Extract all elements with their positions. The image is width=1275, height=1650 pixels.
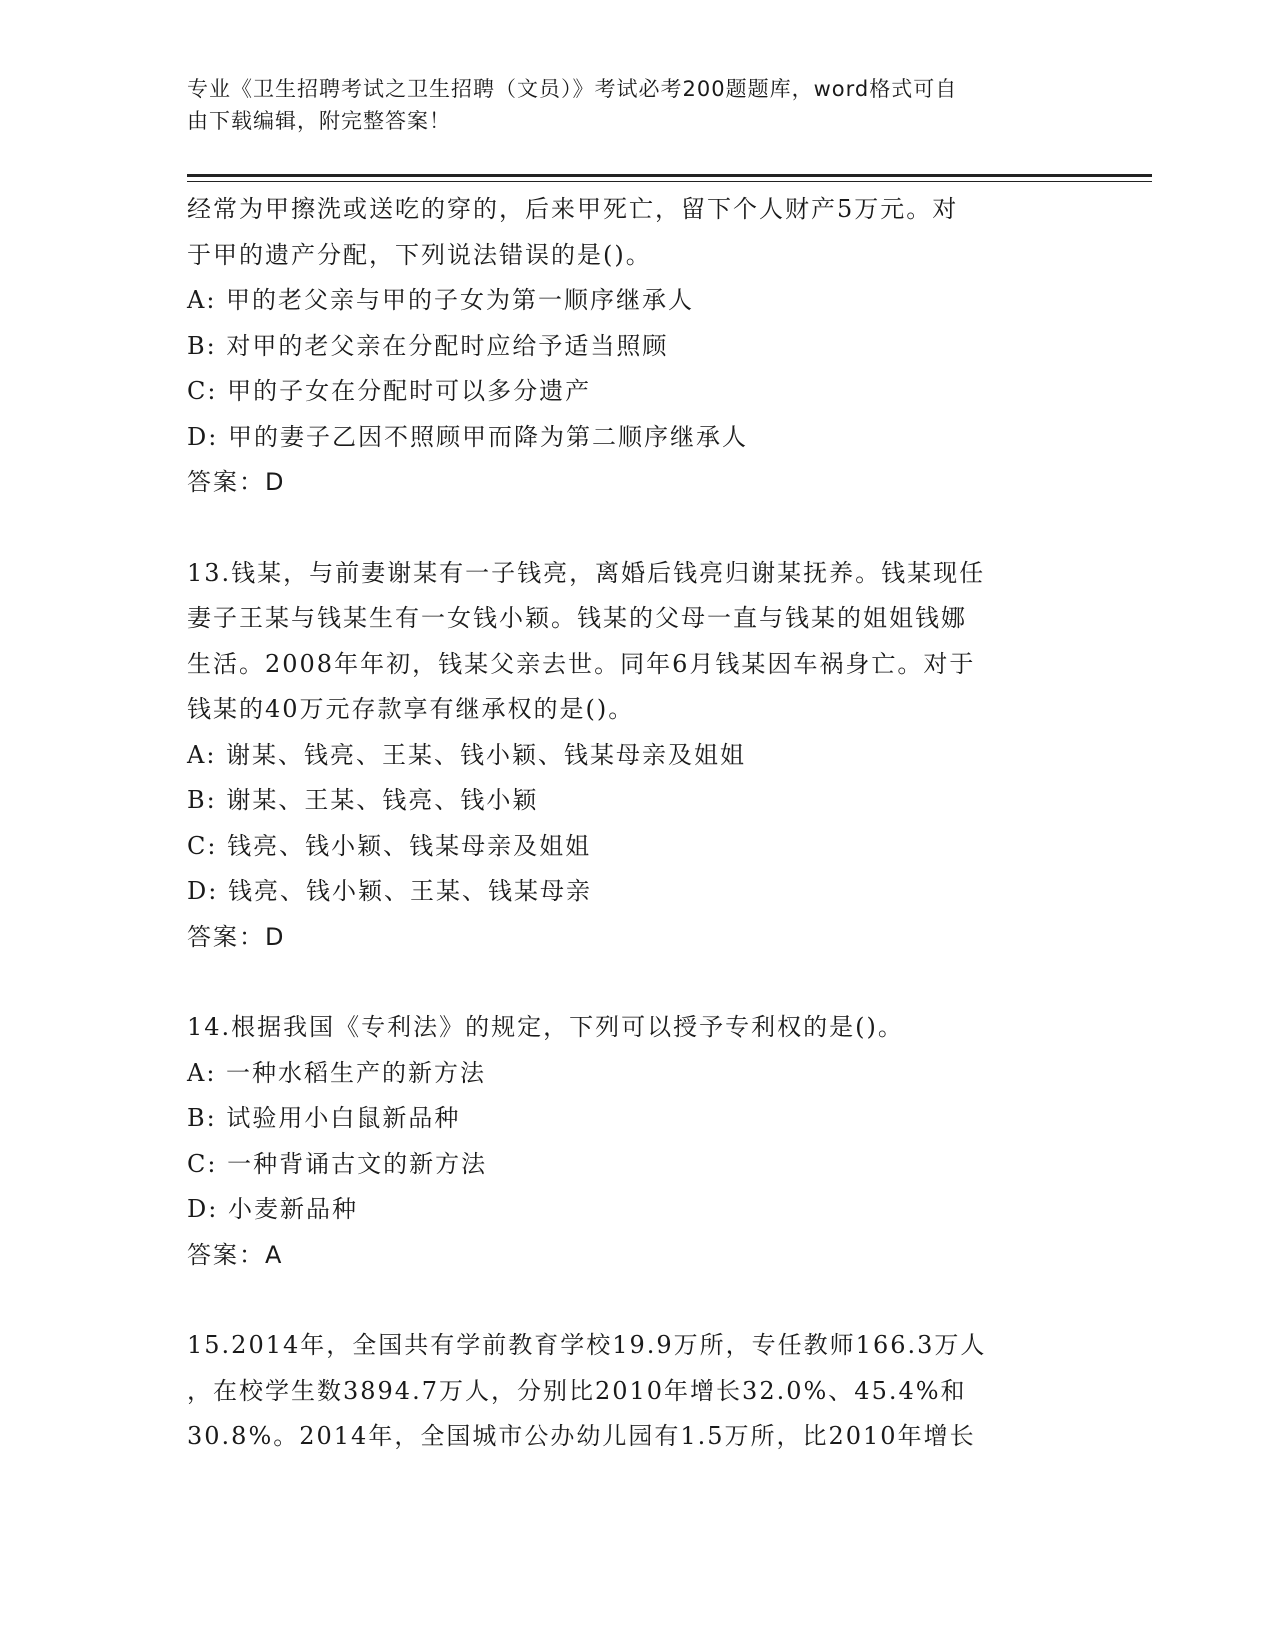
document-header bbox=[187, 73, 1067, 137]
question-13 bbox=[187, 551, 1087, 961]
spacer bbox=[187, 1278, 1087, 1323]
option-a: A: 一种水稻生产的新方法 bbox=[187, 1058, 487, 1087]
spacer bbox=[187, 506, 1087, 551]
header-rule-thick bbox=[187, 174, 1152, 177]
answer-line: 答案：A bbox=[187, 1240, 284, 1269]
question-stem-line: ，在校学生数3894.7万人，分别比2010年增长32.0%、45.4%和 bbox=[187, 1376, 967, 1405]
question-stem-line: 妻子王某与钱某生有一女钱小颖。钱某的父母一直与钱某的姐姐钱娜 bbox=[187, 604, 967, 632]
option-c: C: 钱亮、钱小颖、钱某母亲及姐姐 bbox=[187, 831, 592, 860]
spacer bbox=[187, 960, 1087, 1005]
question-stem-line: 14.根据我国《专利法》的规定，下列可以授予专利权的是()。 bbox=[187, 1013, 904, 1041]
question-15 bbox=[187, 1323, 1087, 1460]
question-12 bbox=[187, 187, 1087, 506]
question-stem-line: 生活。2008年年初，钱某父亲去世。同年6月钱某因车祸身亡。对于 bbox=[187, 649, 976, 678]
option-d: D: 小麦新品种 bbox=[187, 1195, 358, 1223]
question-stem-line: 30.8%。2014年，全国城市公办幼儿园有1.5万所，比2010年增长 bbox=[187, 1422, 976, 1450]
option-b: B: 对甲的老父亲在分配时应给予适当照顾 bbox=[187, 331, 669, 360]
question-stem-line: 经常为甲擦洗或送吃的穿的，后来甲死亡，留下个人财产5万元。对 bbox=[187, 195, 959, 223]
question-14 bbox=[187, 1005, 1087, 1278]
header-rule-thin bbox=[187, 181, 1152, 182]
option-a: A: 甲的老父亲与甲的子女为第一顺序继承人 bbox=[187, 286, 695, 314]
header-line-2: 由下载编辑，附完整答案！ bbox=[187, 109, 451, 133]
option-c: C: 一种背诵古文的新方法 bbox=[187, 1149, 488, 1178]
option-d: D: 甲的妻子乙因不照顾甲而降为第二顺序继承人 bbox=[187, 422, 748, 451]
option-b: B: 谢某、王某、钱亮、钱小颖 bbox=[187, 786, 539, 814]
question-stem-line: 于甲的遗产分配，下列说法错误的是()。 bbox=[187, 240, 652, 269]
option-c: C: 甲的子女在分配时可以多分遗产 bbox=[187, 377, 592, 405]
answer-line: 答案：D bbox=[187, 922, 286, 951]
option-a: A: 谢某、钱亮、王某、钱小颖、钱某母亲及姐姐 bbox=[187, 740, 747, 769]
option-b: B: 试验用小白鼠新品种 bbox=[187, 1104, 461, 1132]
question-stem-line: 钱某的40万元存款享有继承权的是()。 bbox=[187, 695, 635, 723]
answer-line: 答案：D bbox=[187, 468, 286, 496]
header-line-1: 专业《卫生招聘考试之卫生招聘（文员）》考试必考200题题库，word格式可自 bbox=[187, 77, 958, 101]
question-stem-line: 13.钱某，与前妻谢某有一子钱亮，离婚后钱亮归谢某抚养。钱某现任 bbox=[187, 558, 986, 587]
document-content bbox=[187, 187, 1087, 1460]
question-stem-line: 15.2014年，全国共有学前教育学校19.9万所，专任教师166.3万人 bbox=[187, 1331, 987, 1359]
option-d: D: 钱亮、钱小颖、王某、钱某母亲 bbox=[187, 877, 592, 905]
